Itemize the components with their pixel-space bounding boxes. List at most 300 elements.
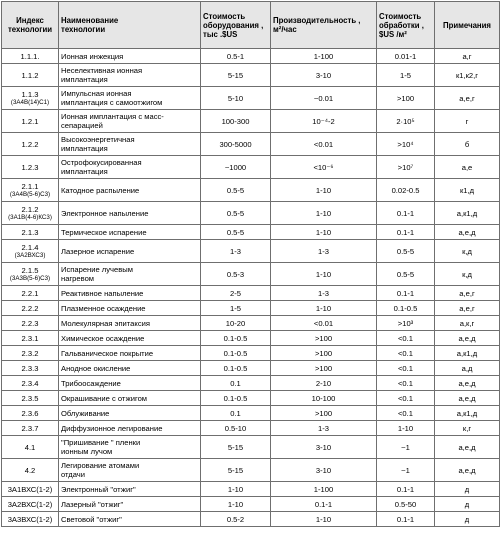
cell-name <box>59 346 201 361</box>
cell-notes-text: а,е,д <box>458 378 476 388</box>
table-row <box>2 512 500 527</box>
technology-table <box>1 1 500 527</box>
cell-index <box>2 263 59 286</box>
cell-notes <box>435 436 500 459</box>
cell-equipment-cost-text: 0.1-0.5 <box>223 393 248 403</box>
cell-notes <box>435 512 500 527</box>
cell-processing-cost <box>377 225 435 240</box>
cell-index <box>2 110 59 133</box>
cell-index-text: 1.2.2 <box>21 139 39 149</box>
table-row <box>2 263 500 286</box>
cell-productivity-text: >100 <box>314 333 333 343</box>
cell-name-text: Химическое осаждение <box>61 333 145 343</box>
cell-processing-cost-text: >10⁷ <box>397 162 414 172</box>
cell-processing-cost-text: 0.5-50 <box>394 499 417 509</box>
cell-notes-text: а,е,г <box>459 288 475 298</box>
cell-equipment-cost <box>201 331 271 346</box>
cell-processing-cost <box>377 459 435 482</box>
cell-equipment-cost-text: 0.5-10 <box>224 423 247 433</box>
table-row <box>2 482 500 497</box>
cell-processing-cost <box>377 482 435 497</box>
cell-processing-cost <box>377 361 435 376</box>
cell-index <box>2 179 59 202</box>
cell-notes-text: а,к,г <box>459 318 475 328</box>
cell-productivity-text: 0.1-1 <box>314 499 333 509</box>
cell-equipment-cost <box>201 459 271 482</box>
cell-equipment-cost-text: 5-15 <box>227 70 244 80</box>
cell-notes-text: а,к1,д <box>456 408 478 418</box>
cell-processing-cost <box>377 240 435 263</box>
cell-notes <box>435 316 500 331</box>
cell-name <box>59 49 201 64</box>
cell-notes <box>435 263 500 286</box>
cell-equipment-cost <box>201 436 271 459</box>
cell-productivity-text: 1-10 <box>315 227 332 237</box>
cell-processing-cost-text: <0.1 <box>398 333 413 343</box>
cell-processing-cost-text: 1-10 <box>397 423 414 433</box>
cell-equipment-cost <box>201 482 271 497</box>
cell-index-text: 2.2.1 <box>21 288 39 298</box>
cell-name-text: Диффузионное легирование <box>61 423 163 433</box>
cell-name-text: Острофокусированная имплантация <box>61 158 142 176</box>
cell-notes-text: а,к1,д <box>456 208 478 218</box>
cell-equipment-cost-text: 0.5-3 <box>226 269 245 279</box>
cell-index <box>2 391 59 406</box>
cell-notes <box>435 133 500 156</box>
cell-index <box>2 497 59 512</box>
cell-productivity-text: 1-3 <box>318 246 329 256</box>
cell-productivity-text: 1-10 <box>315 303 332 313</box>
cell-name-text: Испарение лучевым нагревом <box>61 265 133 283</box>
cell-equipment-cost <box>201 49 271 64</box>
cell-name-text: Реактивное напыление <box>61 288 144 298</box>
table-row <box>2 110 500 133</box>
cell-equipment-cost <box>201 240 271 263</box>
cell-name <box>59 361 201 376</box>
cell-name <box>59 391 201 406</box>
cell-productivity <box>271 133 377 156</box>
cell-name <box>59 406 201 421</box>
cell-processing-cost-text: ~1 <box>401 465 410 475</box>
cell-name-text: Ионная инжекция <box>61 51 124 61</box>
cell-equipment-cost <box>201 64 271 87</box>
cell-name-text: Молекулярная эпитаксия <box>61 318 150 328</box>
cell-productivity <box>271 286 377 301</box>
cell-equipment-cost-text: 100-300 <box>221 116 250 126</box>
cell-equipment-cost-text: 1-5 <box>230 303 241 313</box>
cell-index-text: 2.1.3 <box>21 227 39 237</box>
cell-index-text: 2.3.2 <box>21 348 39 358</box>
cell-name <box>59 421 201 436</box>
cell-notes-text: к,г <box>462 423 472 433</box>
cell-equipment-cost <box>201 87 271 110</box>
table-row <box>2 361 500 376</box>
cell-index-text: 4.2 <box>24 465 36 475</box>
header-notes: Примечания <box>435 2 500 49</box>
cell-equipment-cost-text: 0.5-5 <box>226 185 245 195</box>
cell-processing-cost <box>377 436 435 459</box>
cell-notes <box>435 346 500 361</box>
cell-name <box>59 133 201 156</box>
cell-notes <box>435 202 500 225</box>
cell-notes <box>435 64 500 87</box>
cell-processing-cost-text: 0.5-5 <box>396 269 415 279</box>
cell-notes-text: а,е,д <box>458 442 476 452</box>
cell-equipment-cost-text: 0.1 <box>230 378 241 388</box>
cell-notes <box>435 179 500 202</box>
cell-productivity <box>271 110 377 133</box>
cell-notes <box>435 240 500 263</box>
cell-notes <box>435 376 500 391</box>
cell-notes <box>435 406 500 421</box>
cell-name <box>59 202 201 225</box>
cell-equipment-cost <box>201 225 271 240</box>
cell-processing-cost <box>377 156 435 179</box>
cell-name-text: Окрашивание с отжигом <box>61 393 148 403</box>
cell-notes <box>435 301 500 316</box>
cell-processing-cost <box>377 133 435 156</box>
cell-name <box>59 156 201 179</box>
cell-notes-text: а,е,г <box>459 93 475 103</box>
table-row <box>2 459 500 482</box>
table-row <box>2 87 500 110</box>
cell-name-text: Световой "отжиг" <box>61 514 122 524</box>
cell-processing-cost-text: 0.1-1 <box>396 484 415 494</box>
cell-index <box>2 202 59 225</box>
cell-processing-cost <box>377 346 435 361</box>
cell-processing-cost-text: <0.1 <box>398 408 413 418</box>
cell-productivity-text: 3-10 <box>315 70 332 80</box>
cell-name-text: Катодное распыление <box>61 185 140 195</box>
cell-productivity-text: 1-10 <box>315 269 332 279</box>
cell-processing-cost-text: 0.1-0.5 <box>393 303 418 313</box>
cell-notes <box>435 225 500 240</box>
table-row <box>2 156 500 179</box>
cell-productivity <box>271 316 377 331</box>
table-row <box>2 391 500 406</box>
cell-productivity-text: 1-10 <box>315 208 332 218</box>
cell-productivity <box>271 331 377 346</box>
cell-productivity-text: 2-10 <box>315 378 332 388</box>
cell-index-text: 2.1.2 <box>21 205 39 214</box>
cell-productivity <box>271 436 377 459</box>
cell-equipment-cost-text: 0.5-5 <box>226 208 245 218</box>
cell-processing-cost <box>377 301 435 316</box>
cell-notes <box>435 331 500 346</box>
cell-index <box>2 459 59 482</box>
cell-name-text: Легирование атомами отдачи <box>61 461 140 479</box>
cell-name-text: Импульсная ионная имплантация с самоотжигом <box>61 89 163 107</box>
cell-name <box>59 263 201 286</box>
cell-productivity-text: <0.01 <box>313 318 334 328</box>
cell-notes-text: а,е,д <box>458 465 476 475</box>
cell-index-text: 2.2.3 <box>21 318 39 328</box>
cell-productivity <box>271 156 377 179</box>
cell-equipment-cost-text: 0.1-0.5 <box>223 363 248 373</box>
cell-processing-cost <box>377 406 435 421</box>
cell-equipment-cost <box>201 346 271 361</box>
cell-processing-cost-text: >10³ <box>397 318 414 328</box>
header-productivity: Производительность , м²/час <box>271 2 377 49</box>
cell-index-text: 1.1.3 <box>21 90 39 99</box>
cell-processing-cost <box>377 87 435 110</box>
cell-index-text: 2.3.4 <box>21 378 39 388</box>
cell-productivity-text: 1-100 <box>313 484 334 494</box>
cell-notes-text: а,е,г <box>459 303 475 313</box>
cell-index-text: 2.3.5 <box>21 393 39 403</box>
cell-processing-cost <box>377 376 435 391</box>
cell-equipment-cost-text: 5-15 <box>227 442 244 452</box>
cell-productivity <box>271 512 377 527</box>
cell-index <box>2 301 59 316</box>
cell-productivity <box>271 482 377 497</box>
cell-name-text: Плазменное осаждение <box>61 303 146 313</box>
cell-equipment-cost-text: 0.1-0.5 <box>223 333 248 343</box>
cell-name-text: Гальваническое покрытие <box>61 348 154 358</box>
cell-equipment-cost <box>201 376 271 391</box>
cell-notes-text: а,е,д <box>458 393 476 403</box>
cell-notes-text: д <box>464 499 470 509</box>
cell-productivity <box>271 225 377 240</box>
table-row <box>2 286 500 301</box>
cell-notes-text: а,г <box>462 51 472 61</box>
table-row <box>2 133 500 156</box>
cell-productivity-text: ~0.01 <box>313 93 334 103</box>
cell-name-text: Электронное напыление <box>61 208 149 218</box>
cell-index <box>2 49 59 64</box>
cell-name <box>59 482 201 497</box>
cell-name <box>59 240 201 263</box>
cell-name-text: Трибоосаждение <box>61 378 121 388</box>
cell-index-code: (3А2ВХС3) <box>14 252 46 259</box>
cell-equipment-cost <box>201 133 271 156</box>
cell-processing-cost <box>377 202 435 225</box>
cell-productivity-text: 10-100 <box>311 393 336 403</box>
cell-index-text: 1.2.1 <box>21 116 39 126</box>
cell-processing-cost-text: 1-5 <box>400 70 411 80</box>
cell-name <box>59 225 201 240</box>
cell-index <box>2 87 59 110</box>
table-row <box>2 301 500 316</box>
cell-notes <box>435 156 500 179</box>
cell-productivity-text: <0.01 <box>313 139 334 149</box>
cell-processing-cost <box>377 64 435 87</box>
cell-productivity-text: 1-3 <box>318 423 329 433</box>
cell-index-text: 2.3.6 <box>21 408 39 418</box>
cell-processing-cost-text: 0.5-5 <box>396 246 415 256</box>
cell-processing-cost-text: >10⁴ <box>397 139 414 149</box>
cell-productivity <box>271 202 377 225</box>
table-row <box>2 64 500 87</box>
cell-notes <box>435 361 500 376</box>
header-name: Наименование технологии <box>59 2 201 49</box>
header-row <box>2 2 500 49</box>
cell-notes-text: к1,к2,г <box>455 70 479 80</box>
cell-processing-cost <box>377 110 435 133</box>
cell-index <box>2 286 59 301</box>
table-row <box>2 331 500 346</box>
cell-notes-text: а,к1,д <box>456 348 478 358</box>
cell-index-text: 3А3ВХС(1-2) <box>7 514 53 524</box>
cell-productivity <box>271 406 377 421</box>
cell-index <box>2 346 59 361</box>
cell-productivity <box>271 64 377 87</box>
cell-equipment-cost <box>201 301 271 316</box>
cell-name-text: Высокоэнергетичная имплантация <box>61 135 135 153</box>
cell-equipment-cost <box>201 361 271 376</box>
cell-name-text: "Пришивание " пленки ионным лучом <box>61 438 141 456</box>
cell-notes <box>435 87 500 110</box>
cell-index-code: (3А4В(5-6)С3) <box>9 191 51 198</box>
cell-productivity-text: >100 <box>314 363 333 373</box>
cell-index <box>2 331 59 346</box>
cell-productivity <box>271 361 377 376</box>
cell-notes-text: д <box>464 514 470 524</box>
cell-processing-cost <box>377 497 435 512</box>
cell-name-text: Лазерное испарение <box>61 246 135 256</box>
cell-productivity <box>271 497 377 512</box>
cell-equipment-cost-text: 1-10 <box>227 499 244 509</box>
cell-index-text: 2.1.5 <box>21 266 39 275</box>
cell-productivity <box>271 240 377 263</box>
table-row <box>2 225 500 240</box>
cell-name <box>59 87 201 110</box>
cell-notes-text: а,е,д <box>458 333 476 343</box>
cell-equipment-cost <box>201 316 271 331</box>
cell-notes-text: к,д <box>462 246 472 256</box>
cell-equipment-cost-text: 5-10 <box>227 93 244 103</box>
cell-equipment-cost <box>201 497 271 512</box>
table-row <box>2 421 500 436</box>
cell-productivity <box>271 421 377 436</box>
cell-notes-text: б <box>464 139 470 149</box>
table-row <box>2 49 500 64</box>
cell-index <box>2 406 59 421</box>
cell-productivity-text: 3-10 <box>315 442 332 452</box>
cell-index-code: (3А4В(14)С1) <box>10 99 50 106</box>
cell-equipment-cost-text: 0.1 <box>230 408 241 418</box>
cell-processing-cost <box>377 316 435 331</box>
cell-equipment-cost <box>201 179 271 202</box>
cell-notes <box>435 391 500 406</box>
cell-productivity-text: 1-10 <box>315 514 332 524</box>
cell-productivity <box>271 301 377 316</box>
cell-index-text: 2.3.1 <box>21 333 39 343</box>
cell-equipment-cost-text: 10-20 <box>225 318 246 328</box>
cell-productivity-text: 10⁻⁴-2 <box>312 116 335 126</box>
cell-index-code: (3А1В(4-6)КС3) <box>8 214 52 221</box>
cell-productivity-text: <10⁻⁶ <box>313 162 334 172</box>
cell-notes-text: а,е,д <box>458 227 476 237</box>
cell-name <box>59 459 201 482</box>
cell-notes-text: а,е <box>461 162 473 172</box>
cell-processing-cost-text: 0.01-1 <box>394 51 417 61</box>
cell-name <box>59 179 201 202</box>
cell-productivity <box>271 376 377 391</box>
cell-processing-cost-text: ~1 <box>401 442 410 452</box>
cell-index <box>2 361 59 376</box>
cell-processing-cost <box>377 286 435 301</box>
cell-processing-cost-text: 0.1-1 <box>396 514 415 524</box>
table-row <box>2 436 500 459</box>
cell-processing-cost <box>377 179 435 202</box>
cell-name <box>59 64 201 87</box>
cell-index-text: 2.1.1 <box>21 182 39 191</box>
cell-index-text: 2.3.3 <box>21 363 39 373</box>
cell-processing-cost <box>377 49 435 64</box>
cell-processing-cost-text: 0.1-1 <box>396 288 415 298</box>
cell-name <box>59 316 201 331</box>
table-row <box>2 240 500 263</box>
cell-index <box>2 436 59 459</box>
cell-notes <box>435 497 500 512</box>
cell-equipment-cost <box>201 421 271 436</box>
table-row <box>2 316 500 331</box>
cell-notes-text: г <box>465 116 469 126</box>
cell-processing-cost-text: <0.1 <box>398 393 413 403</box>
cell-index-text: 1.1.1. <box>20 51 40 61</box>
table-row <box>2 497 500 512</box>
cell-processing-cost <box>377 512 435 527</box>
table-row <box>2 202 500 225</box>
cell-name <box>59 512 201 527</box>
cell-equipment-cost-text: 0.1-0.5 <box>223 348 248 358</box>
cell-index-text: 4.1 <box>24 442 36 452</box>
cell-name-text: Термическое испарение <box>61 227 147 237</box>
cell-productivity-text: 1-10 <box>315 185 332 195</box>
cell-name <box>59 497 201 512</box>
cell-name <box>59 376 201 391</box>
cell-processing-cost-text: 2·10⁵ <box>396 116 415 126</box>
cell-processing-cost <box>377 263 435 286</box>
cell-equipment-cost <box>201 512 271 527</box>
cell-productivity <box>271 391 377 406</box>
cell-equipment-cost-text: 300-5000 <box>219 139 252 149</box>
cell-equipment-cost-text: 0.5-2 <box>226 514 245 524</box>
cell-name-text: Облуживание <box>61 408 110 418</box>
cell-processing-cost <box>377 331 435 346</box>
cell-equipment-cost <box>201 202 271 225</box>
cell-processing-cost-text: 0.1-1 <box>396 227 415 237</box>
cell-name-text: Электронный "отжиг" <box>61 484 136 494</box>
cell-productivity <box>271 179 377 202</box>
cell-equipment-cost-text: 5-15 <box>227 465 244 475</box>
cell-equipment-cost <box>201 406 271 421</box>
cell-equipment-cost-text: 1-3 <box>230 246 241 256</box>
cell-index <box>2 482 59 497</box>
cell-equipment-cost <box>201 263 271 286</box>
cell-equipment-cost-text: ~1000 <box>224 162 247 172</box>
header-processing-cost: Стоимость обработки , $US /м² <box>377 2 435 49</box>
cell-equipment-cost <box>201 286 271 301</box>
cell-productivity-text: >100 <box>314 348 333 358</box>
cell-notes <box>435 286 500 301</box>
cell-index <box>2 64 59 87</box>
cell-name-text: Лазерный "отжиг" <box>61 499 124 509</box>
cell-processing-cost-text: <0.1 <box>398 348 413 358</box>
cell-processing-cost <box>377 391 435 406</box>
cell-name <box>59 436 201 459</box>
cell-notes-text: а,д <box>461 363 473 373</box>
cell-productivity-text: 1-3 <box>318 288 329 298</box>
table-row <box>2 179 500 202</box>
cell-index-text: 3А1ВХС(1-2) <box>7 484 53 494</box>
cell-index-code: (3А3В(5-6)С3) <box>9 275 51 282</box>
cell-index-text: 2.1.4 <box>21 243 39 252</box>
cell-name-text: Анодное окисление <box>61 363 131 373</box>
cell-index <box>2 316 59 331</box>
cell-productivity <box>271 87 377 110</box>
